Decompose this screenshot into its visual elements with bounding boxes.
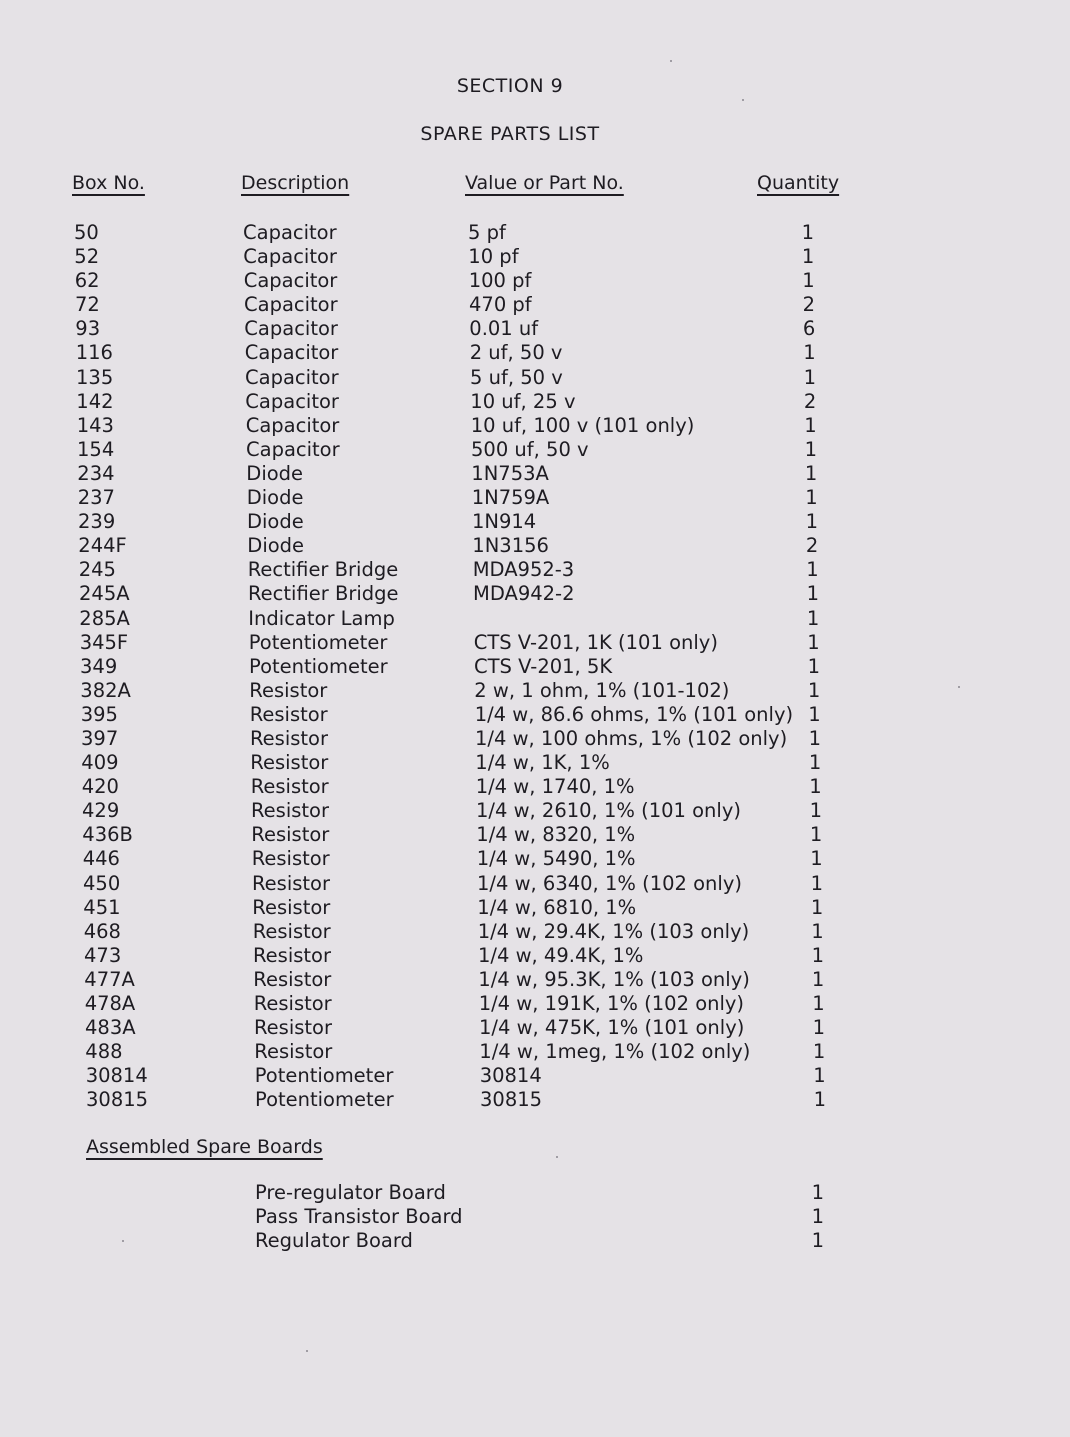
box-no-cell: 349 — [80, 654, 118, 678]
paper-speck — [306, 1350, 308, 1352]
quantity-cell: 1 — [812, 1040, 826, 1064]
quantity-cell: 1 — [808, 726, 821, 750]
table-row — [0, 1040, 1070, 1064]
box-no-cell: 52 — [74, 245, 100, 269]
quantity-cell: 1 — [804, 437, 817, 461]
box-no-cell: 436B — [82, 823, 133, 847]
description-cell: Diode — [246, 486, 304, 510]
table-row — [0, 607, 1070, 631]
table-row — [0, 823, 1070, 847]
value-cell: 100 pf — [468, 269, 532, 293]
quantity-cell: 1 — [809, 823, 823, 847]
value-cell: 2 w, 1 ohm, 1% (101-102) — [474, 678, 730, 702]
table-row — [0, 847, 1070, 871]
quantity-cell: 1 — [804, 461, 818, 485]
table-row — [0, 486, 1070, 510]
list-item — [0, 1229, 1070, 1253]
quantity-cell: 1 — [801, 245, 815, 269]
box-no-cell: 483A — [85, 1016, 136, 1040]
description-cell: Indicator Lamp — [248, 606, 395, 630]
quantity-cell: 1 — [812, 992, 825, 1015]
box-no-cell: 478A — [84, 992, 136, 1015]
quantity-cell: 1 — [807, 678, 821, 702]
description-cell: Capacitor — [243, 221, 337, 244]
quantity-cell: 1 — [806, 606, 820, 630]
page-title: SPARE PARTS LIST — [420, 123, 600, 145]
description-cell: Capacitor — [244, 341, 339, 365]
description-cell: Resistor — [249, 678, 328, 702]
value-cell: 1/4 w, 100 ohms, 1% (102 only) — [475, 726, 788, 750]
table-row — [0, 631, 1070, 655]
paper-speck — [742, 99, 744, 101]
box-no-cell: 382A — [80, 678, 131, 702]
column-header-value: Value or Part No. — [465, 172, 624, 194]
paper-speck — [556, 1156, 558, 1158]
column-header-box-no: Box No. — [72, 172, 145, 194]
description-cell: Potentiometer — [254, 1064, 394, 1088]
table-row — [0, 438, 1070, 462]
box-no-cell: 429 — [82, 799, 120, 823]
box-no-cell: 142 — [76, 389, 114, 413]
box-no-cell: 30815 — [86, 1088, 149, 1112]
box-no-cell: 135 — [76, 365, 114, 389]
quantity-cell: 1 — [808, 751, 822, 775]
value-cell: 500 uf, 50 v — [471, 437, 589, 461]
table-row — [0, 896, 1070, 920]
box-no-cell: 345F — [79, 630, 129, 654]
description-cell: Rectifier Bridge — [248, 582, 399, 606]
value-cell: 1/4 w, 86.6 ohms, 1% (101 only) — [474, 702, 794, 726]
description-cell: Potentiometer — [248, 630, 388, 654]
value-cell: CTS V-201, 5K — [474, 654, 613, 678]
value-cell: 470 pf — [469, 293, 532, 317]
description-cell: Resistor — [253, 992, 332, 1015]
box-no-cell: 245A — [79, 582, 130, 606]
table-row — [0, 390, 1070, 414]
column-header-description: Description — [241, 172, 350, 194]
value-cell: 30815 — [480, 1088, 543, 1112]
description-cell: Capacitor — [245, 365, 339, 389]
description-cell: Resistor — [250, 775, 329, 799]
box-no-cell: 237 — [77, 486, 115, 510]
value-cell: 2 uf, 50 v — [469, 341, 563, 365]
description-cell: Resistor — [252, 895, 331, 919]
paper-speck — [958, 686, 960, 688]
box-no-cell: 245 — [78, 558, 116, 582]
quantity-cell: 6 — [802, 317, 816, 341]
box-no-cell: 116 — [75, 341, 113, 365]
table-row — [0, 1064, 1070, 1088]
quantity-cell: 1 — [804, 413, 817, 437]
box-no-cell: 451 — [83, 895, 121, 919]
description-cell: Capacitor — [243, 245, 337, 269]
box-no-cell: 409 — [81, 751, 119, 775]
quantity-cell: 1 — [802, 269, 815, 293]
quantity-cell: 1 — [809, 775, 822, 799]
value-cell: 1/4 w, 6340, 1% (102 only) — [477, 871, 742, 895]
description-cell: Capacitor — [245, 389, 339, 413]
paper-speck — [122, 1240, 124, 1242]
quantity-cell: 2 — [805, 534, 819, 558]
table-row — [0, 775, 1070, 799]
value-cell: 1N3156 — [472, 534, 549, 558]
table-row — [0, 992, 1070, 1016]
quantity-cell: 1 — [807, 654, 820, 678]
description-cell: Rectifier Bridge — [247, 558, 399, 582]
box-no-cell: 239 — [78, 510, 116, 534]
table-row — [0, 655, 1070, 679]
list-item — [0, 1181, 1070, 1205]
value-cell: 1/4 w, 2610, 1% (101 only) — [476, 799, 741, 823]
assembled-boards-title: Assembled Spare Boards — [86, 1136, 323, 1158]
table-row — [0, 221, 1070, 245]
value-cell: 5 uf, 50 v — [470, 365, 563, 389]
description-cell: Diode — [246, 461, 304, 485]
quantity-cell: 1 — [807, 630, 820, 654]
quantity-cell: 1 — [806, 558, 819, 582]
description-cell: Potentiometer — [255, 1088, 394, 1112]
box-no-cell: 62 — [74, 269, 100, 293]
description-cell: Diode — [247, 510, 304, 534]
section-title: SECTION 9 — [456, 75, 564, 97]
description-cell: Capacitor — [245, 413, 340, 437]
box-no-cell: 395 — [80, 702, 118, 726]
table-row — [0, 968, 1070, 992]
box-no-cell: 143 — [76, 413, 114, 437]
description-cell: Resistor — [252, 919, 331, 943]
value-cell: 1/4 w, 95.3K, 1% (103 only) — [478, 967, 750, 991]
value-cell: 1N753A — [471, 461, 549, 485]
quantity-cell: 1 — [809, 799, 822, 823]
quantity-cell: 2 — [803, 389, 817, 413]
quantity-cell: 1 — [811, 919, 824, 943]
description-cell: Resistor — [250, 751, 329, 775]
description-cell: Resistor — [251, 823, 330, 847]
quantity-cell: 1 — [808, 702, 821, 726]
box-no-cell: 446 — [82, 847, 120, 871]
value-cell: 0.01 uf — [469, 317, 539, 341]
table-row — [0, 727, 1070, 751]
box-no-cell: 234 — [77, 461, 115, 485]
table-row — [0, 944, 1070, 968]
description-cell: Resistor — [251, 847, 330, 871]
quantity-cell: 1 — [806, 582, 819, 606]
description-cell: Capacitor — [246, 437, 340, 461]
box-no-cell: 477A — [84, 967, 135, 991]
board-name: Pass Transistor Board — [255, 1205, 463, 1229]
quantity-cell: 1 — [801, 221, 814, 244]
value-cell: 10 pf — [468, 245, 519, 269]
table-row — [0, 582, 1070, 606]
description-cell: Resistor — [254, 1016, 332, 1040]
description-cell: Resistor — [250, 726, 328, 750]
quantity-cell: 1 — [811, 943, 824, 967]
description-cell: Resistor — [254, 1040, 333, 1064]
board-quantity: 1 — [811, 1205, 824, 1229]
table-row — [0, 558, 1070, 582]
value-cell: 1/4 w, 8320, 1% — [476, 823, 636, 847]
board-name: Regulator Board — [255, 1229, 413, 1253]
quantity-cell: 1 — [805, 510, 818, 534]
description-cell: Capacitor — [244, 293, 338, 317]
value-cell: 1/4 w, 475K, 1% (101 only) — [479, 1016, 745, 1040]
table-row — [0, 366, 1070, 390]
quantity-cell: 1 — [803, 365, 816, 389]
box-no-cell: 72 — [75, 293, 100, 317]
table-row — [0, 414, 1070, 438]
table-row — [0, 462, 1070, 486]
table-row — [0, 534, 1070, 558]
paper-speck — [670, 60, 672, 62]
value-cell: 1/4 w, 49.4K, 1% — [478, 943, 644, 967]
description-cell: Resistor — [252, 871, 330, 895]
value-cell: CTS V-201, 1K (101 only) — [473, 630, 718, 654]
quantity-cell: 1 — [810, 895, 824, 919]
table-row — [0, 293, 1070, 317]
table-row — [0, 751, 1070, 775]
box-no-cell: 473 — [84, 943, 122, 967]
value-cell: 1/4 w, 5490, 1% — [476, 847, 636, 871]
table-row — [0, 703, 1070, 727]
description-cell: Diode — [247, 534, 305, 558]
description-cell: Potentiometer — [249, 654, 388, 678]
quantity-cell: 2 — [802, 293, 815, 317]
table-row — [0, 679, 1070, 703]
value-cell: 1/4 w, 191K, 1% (102 only) — [478, 992, 745, 1015]
box-no-cell: 420 — [81, 775, 119, 799]
description-cell: Capacitor — [244, 317, 338, 341]
quantity-cell: 1 — [803, 341, 816, 365]
value-cell: 1/4 w, 1K, 1% — [475, 751, 610, 775]
board-quantity: 1 — [811, 1181, 824, 1204]
board-name: Pre-regulator Board — [255, 1181, 446, 1204]
quantity-cell: 1 — [805, 486, 818, 510]
value-cell: 10 uf, 25 v — [470, 389, 576, 413]
table-row — [0, 872, 1070, 896]
quantity-cell: 1 — [812, 1016, 825, 1040]
box-no-cell: 450 — [83, 871, 121, 895]
box-no-cell: 154 — [77, 437, 115, 461]
quantity-cell: 1 — [813, 1064, 826, 1088]
value-cell: 1/4 w, 1meg, 1% (102 only) — [479, 1040, 751, 1064]
table-row — [0, 1088, 1070, 1112]
box-no-cell: 468 — [83, 919, 121, 943]
description-cell: Resistor — [253, 967, 332, 991]
quantity-cell: 1 — [810, 847, 823, 871]
table-row — [0, 269, 1070, 293]
value-cell: MDA952-3 — [472, 558, 575, 582]
table-row — [0, 920, 1070, 944]
box-no-cell: 50 — [74, 221, 99, 244]
box-no-cell: 397 — [81, 726, 119, 750]
box-no-cell: 30814 — [85, 1064, 148, 1088]
value-cell: 5 pf — [468, 221, 506, 244]
table-row — [0, 341, 1070, 365]
parts-table — [0, 221, 1070, 1112]
value-cell: 1/4 w, 1740, 1% — [475, 775, 635, 799]
table-row — [0, 510, 1070, 534]
box-no-cell: 93 — [75, 317, 101, 341]
list-item — [0, 1205, 1070, 1229]
box-no-cell: 244F — [78, 534, 127, 558]
quantity-cell: 1 — [813, 1088, 826, 1112]
table-row — [0, 799, 1070, 823]
quantity-cell: 1 — [811, 967, 825, 991]
value-cell: 1/4 w, 29.4K, 1% (103 only) — [477, 919, 750, 943]
assembled-boards-list — [0, 1181, 1070, 1253]
value-cell: MDA942-2 — [473, 582, 575, 606]
table-row — [0, 245, 1070, 269]
table-row — [0, 317, 1070, 341]
description-cell: Capacitor — [243, 269, 338, 293]
description-cell: Resistor — [249, 702, 328, 726]
quantity-cell: 1 — [810, 871, 823, 895]
column-header-quantity: Quantity — [757, 172, 840, 194]
description-cell: Resistor — [251, 799, 329, 823]
value-cell: 1N759A — [471, 486, 550, 510]
value-cell: 1N914 — [472, 510, 537, 534]
table-row — [0, 1016, 1070, 1040]
value-cell: 1/4 w, 6810, 1% — [477, 895, 637, 919]
box-no-cell: 285A — [79, 606, 130, 630]
value-cell: 10 uf, 100 v (101 only) — [470, 413, 695, 437]
box-no-cell: 488 — [85, 1040, 123, 1064]
value-cell: 30814 — [479, 1064, 542, 1088]
board-quantity: 1 — [811, 1229, 824, 1253]
description-cell: Resistor — [253, 943, 331, 967]
